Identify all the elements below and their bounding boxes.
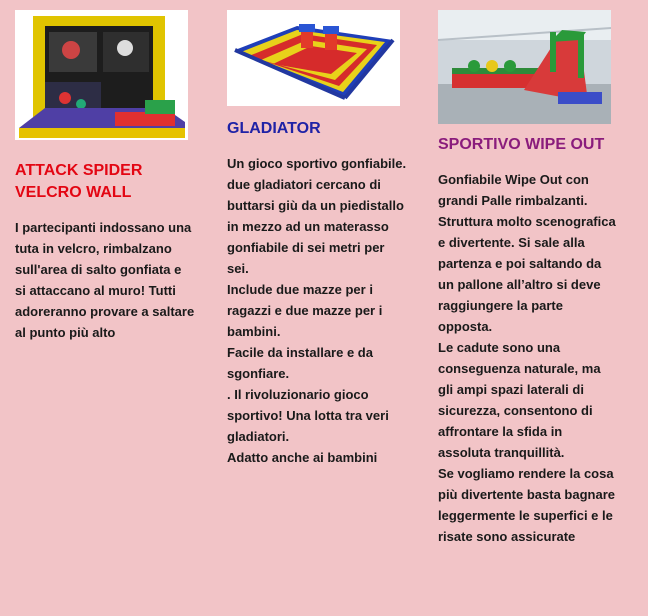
description-paragraph: I partecipanti indossano una tuta in velcro, rimbalzano sull'area di salto gonfiata e si attaccano al muro! Tutti adoreranno provare a saltare al punto più alto	[15, 220, 195, 340]
product-image-gladiator[interactable]	[227, 10, 400, 106]
inflatable-wipe-out-course-image	[438, 10, 611, 124]
description-paragraph: Facile da installare e da sgonfiare.	[227, 345, 373, 381]
product-description	[438, 169, 618, 547]
description-paragraph: Struttura molto scenografica e divertente. Si sale alla partenza e poi saltando da un pallone all’altro si deve raggiungere la parte opposta.	[438, 214, 616, 334]
product-card-attack-spider	[15, 0, 195, 343]
product-card-wipe-out	[438, 0, 618, 547]
product-description	[227, 153, 407, 468]
product-image-wipe-out[interactable]	[438, 10, 611, 124]
product-title[interactable]: GLADIATOR	[227, 120, 321, 137]
description-paragraph: Gonfiabile Wipe Out con grandi Palle rimbalzanti.	[438, 172, 589, 208]
description-paragraph: Se vogliamo rendere la cosa più divertente basta bagnare leggermente le superfici e le risate sono assicurate	[438, 466, 615, 544]
product-image-velcro-wall[interactable]	[15, 10, 188, 140]
description-paragraph: Le cadute sono una conseguenza naturale, ma gli ampi spazi laterali di sicurezza, consentono di affrontare la sfida in assoluta tranquillità.	[438, 340, 601, 460]
product-title[interactable]: ATTACK SPIDER VELCRO WALL	[15, 162, 143, 201]
product-title[interactable]: SPORTIVO WIPE OUT	[438, 136, 605, 153]
product-card-gladiator	[227, 0, 407, 468]
description-paragraph: Un gioco sportivo gonfiabile. due gladiatori cercano di buttarsi giù da un piedistallo in mezzo ad un materasso gonfiabile di sei metri per sei.	[227, 156, 407, 276]
inflatable-velcro-wall-image	[15, 10, 188, 140]
inflatable-gladiator-arena-image	[227, 10, 400, 106]
description-paragraph: Include due mazze per i ragazzi e due mazze per i bambini.	[227, 282, 383, 339]
description-paragraph: Adatto anche ai bambini	[227, 450, 378, 465]
product-description	[15, 217, 195, 343]
description-paragraph: . Il rivoluzionario gioco sportivo! Una lotta tra veri gladiatori.	[227, 387, 389, 444]
